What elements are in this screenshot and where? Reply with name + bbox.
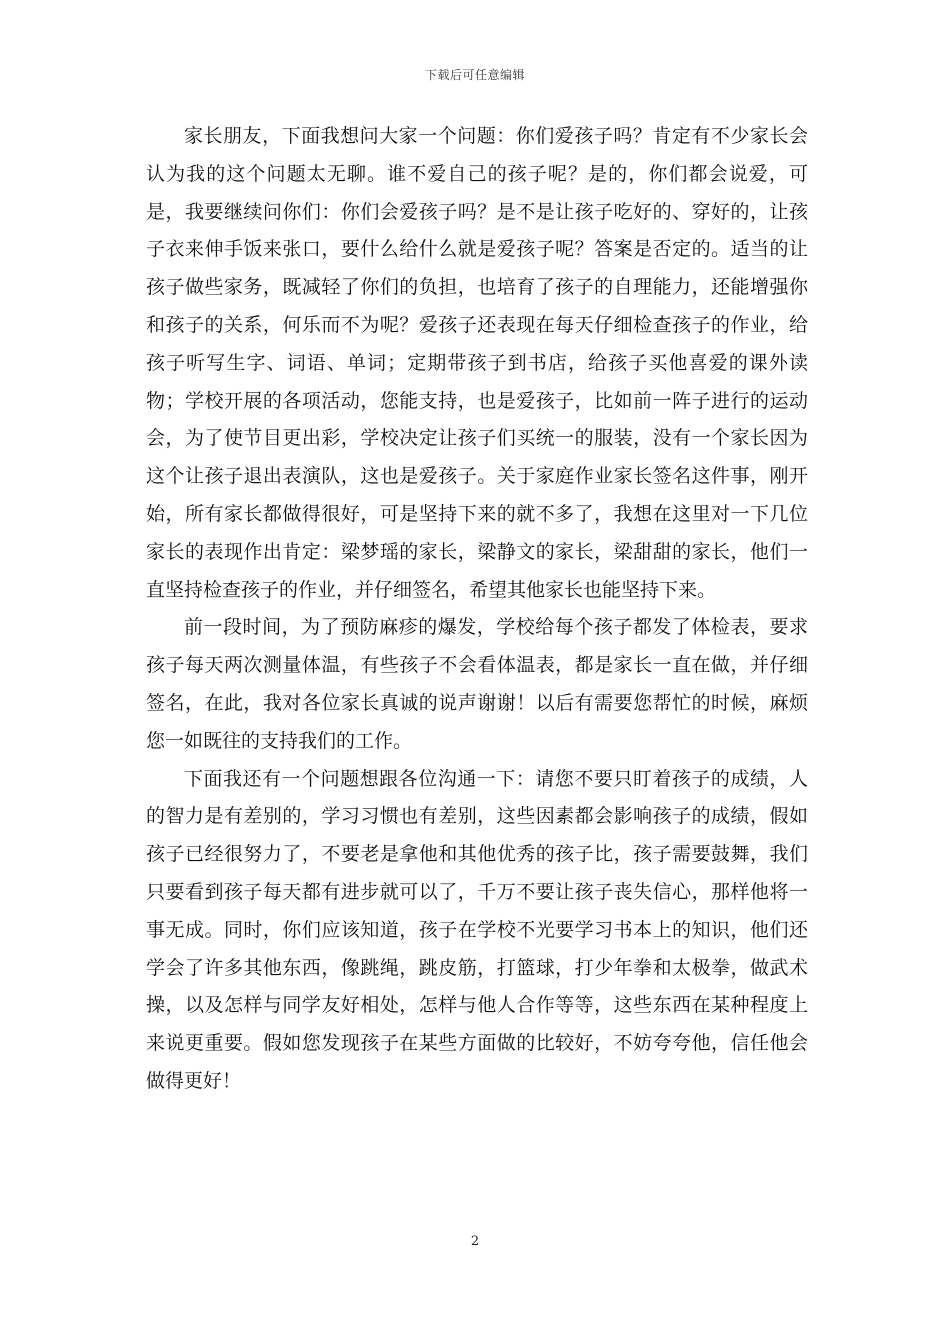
paragraph-3: 下面我还有一个问题想跟各位沟通一下：请您不要只盯着孩子的成绩，人的智力是有差别的，学习习惯也有差别，这些因素都会影响孩子的成绩，假如孩子已经很努力了，不要老是拿他和其他优秀的孩子比，孩子需要鼓舞，我们只要看到孩子每天都有进步就可以了，千万不要让孩子丧失信心，那样他将一事无成。同时，你们应该知道，孩子在学校不光要学习书本上的知识，他们还学会了许多其他东西，像跳绳，跳皮筋，打篮球，打少年拳和太极拳，做武术操，以及怎样与同学友好相处，怎样与他人合作等等，这些东西在某种程度上来说更重要。假如您发现孩子在某些方面做的比较好，不妨夸夸他，信任他会做得更好！ <box>146 767 808 1092</box>
paragraph-1: 家长朋友，下面我想问大家一个问题：你们爱孩子吗？肯定有不少家长会认为我的这个问题太无聊。谁不爱自己的孩子呢？是的，你们都会说爱，可是，我要继续问你们：你们会爱孩子吗？是不是让孩子吃好的、穿好的，让孩子衣来伸手饭来张口，要什么给什么就是爱孩子呢？答案是否定的。适当的让孩子做些家务，既减轻了你们的负担，也培育了孩子的自理能力，还能增强你和孩子的关系，何乐而不为呢？爱孩子还表现在每天仔细检查孩子的作业，给孩子听写生字、词语、单词；定期带孩子到书店，给孩子买他喜爱的课外读物；学校开展的各项活动，您能支持，也是爱孩子，比如前一阵子进行的运动会，为了使节目更出彩，学校决定让孩子们买统一的服装，没有一个家长因为这个让孩子退出表演队，这也是爱孩子。关于家庭作业家长签名这件事，刚开始，所有家长都做得很好，可是坚持下来的就不多了，我想在这里对一下几位家长的表现作出肯定：梁梦瑶的家长，梁静文的家长，梁甜甜的家长，他们一直坚持检查孩子的作业，并仔细签名，希望其他家长也能坚持下来。 <box>146 125 808 601</box>
document-body <box>146 118 808 1101</box>
page-number: 2 <box>470 1234 480 1249</box>
page-header: 下载后可任意编辑 <box>424 68 525 82</box>
paragraph-2: 前一段时间，为了预防麻疹的爆发，学校给每个孩子都发了体检表，要求孩子每天两次测量体温，有些孩子不会看体温表，都是家长一直在做，并仔细签名，在此，我对各位家长真诚的说声谢谢！以后有需要您帮忙的时候，麻烦您一如既往的支持我们的工作。 <box>146 616 808 752</box>
